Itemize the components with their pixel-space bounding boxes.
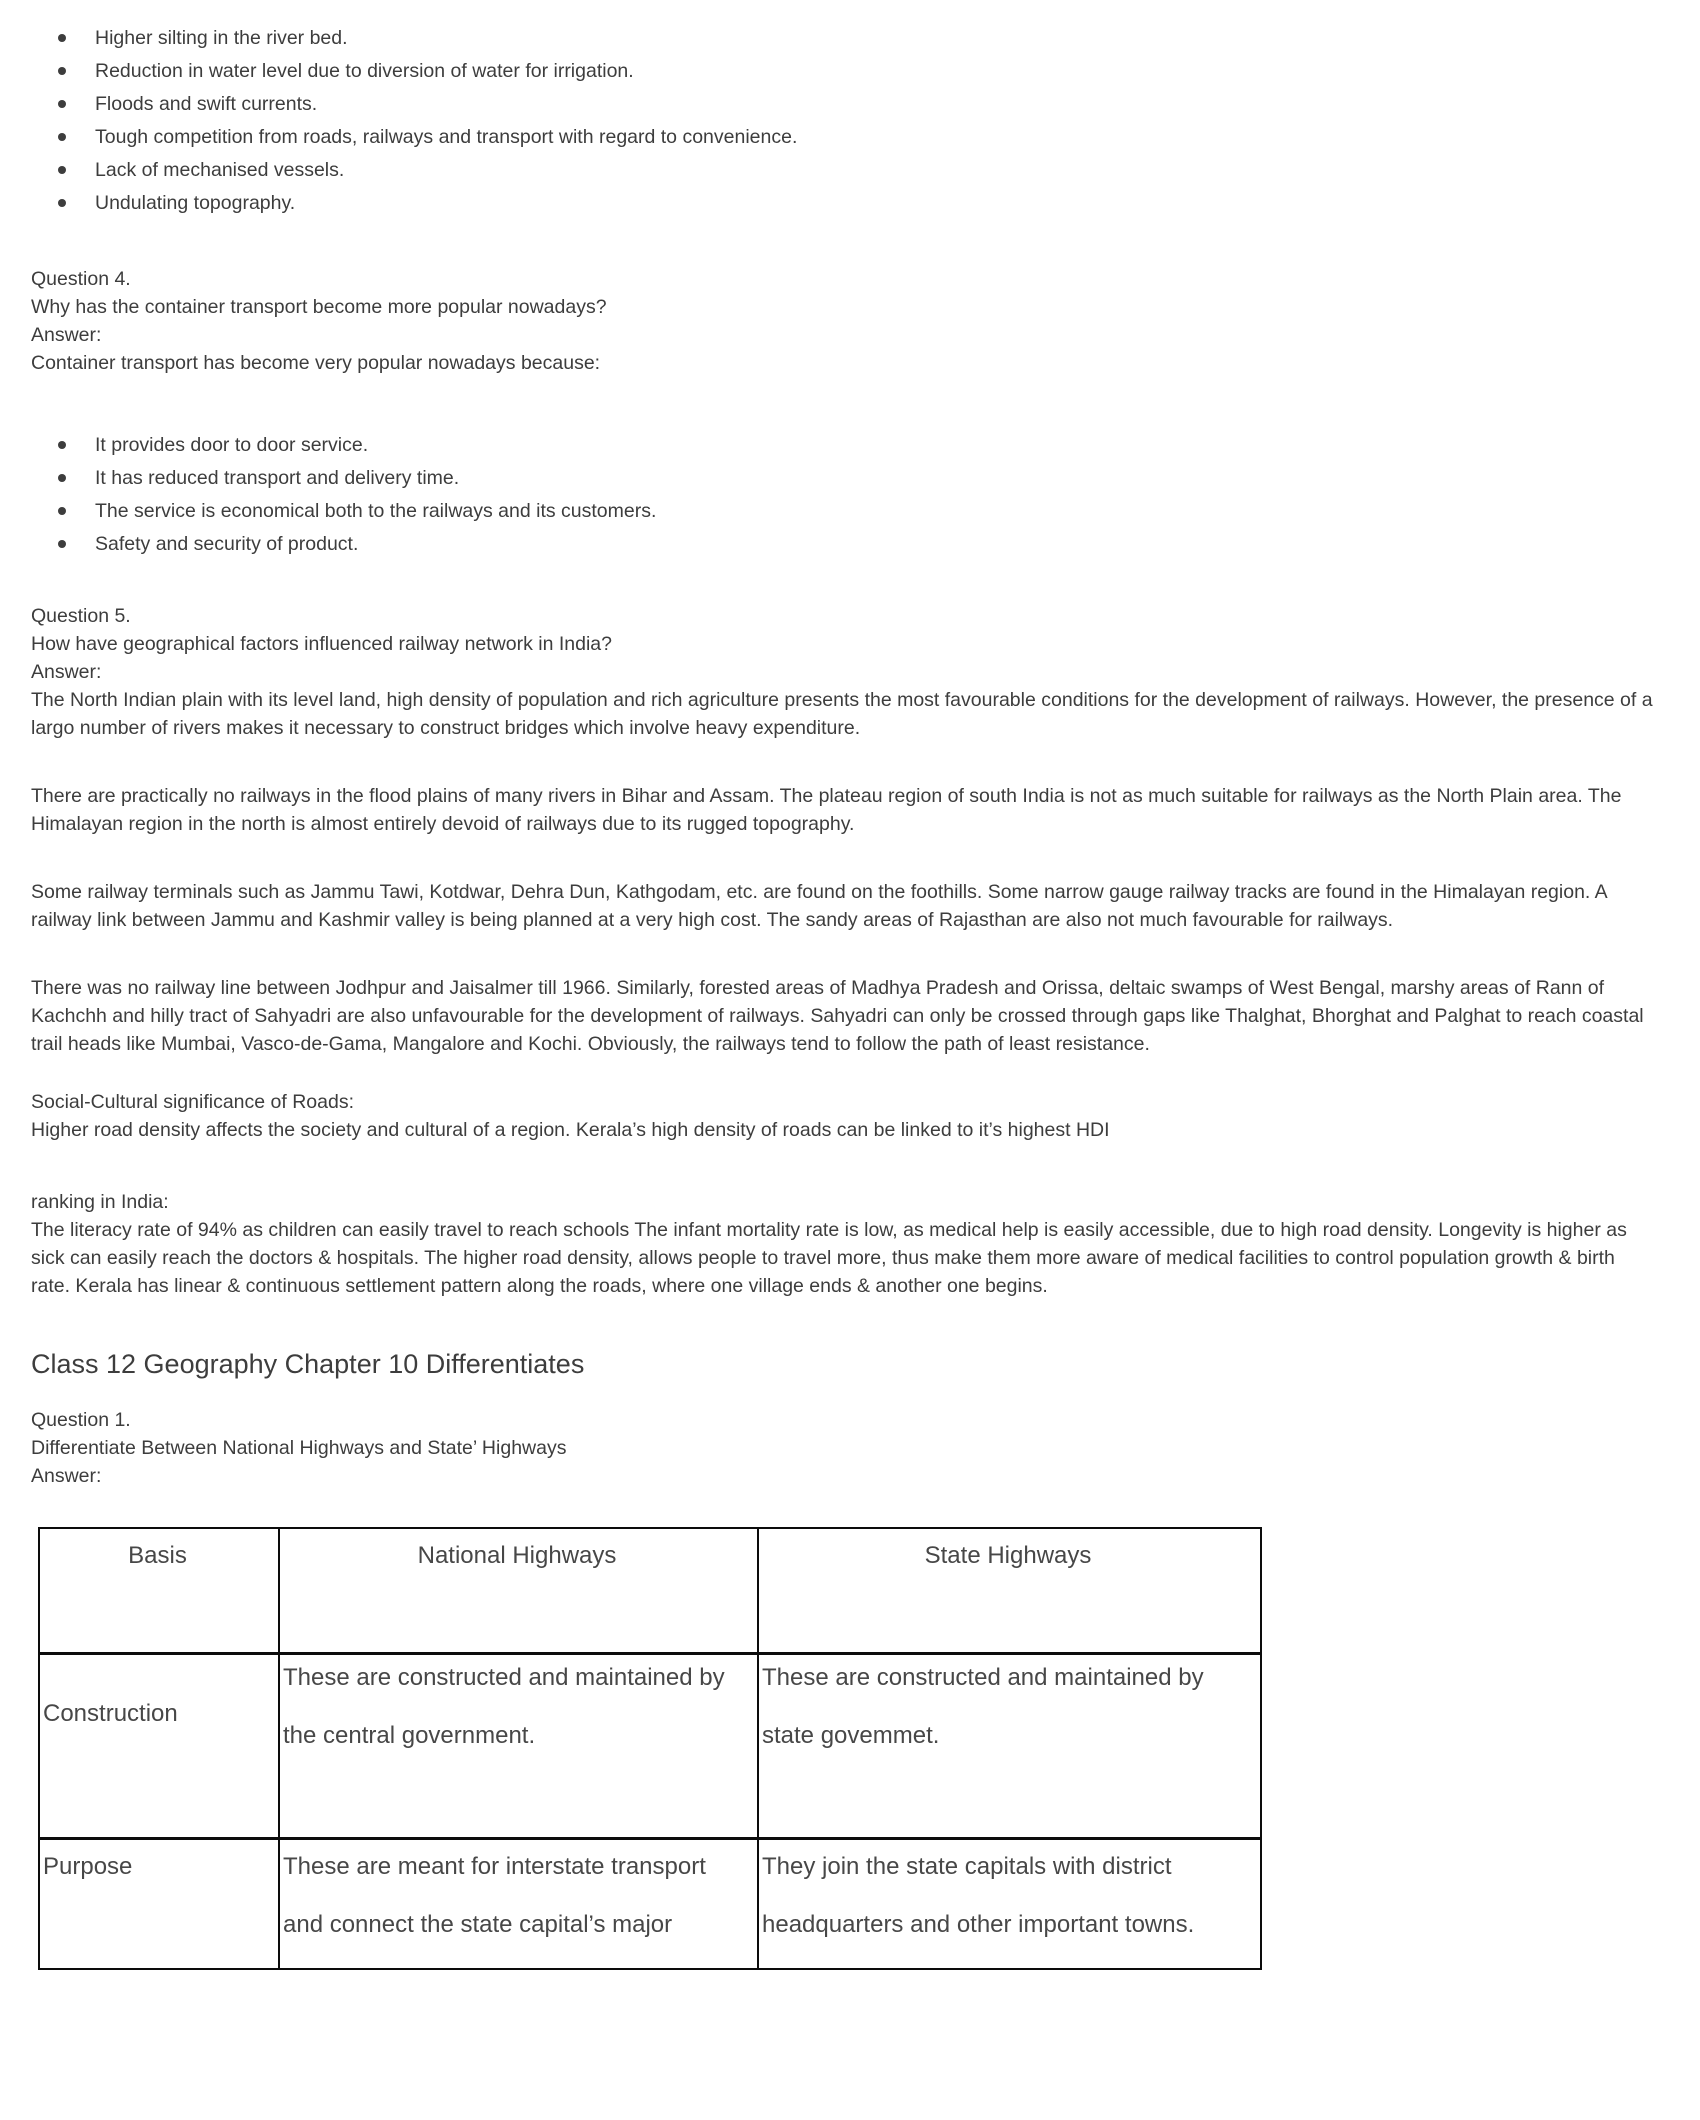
body-text: Higher road density affects the society and cultural of a region. Kerala’s high density of roads can be linked to it’s highest HDI [31,1119,1110,1141]
table-cell-basis: Purpose [39,1838,279,1969]
answer-paragraph: There was no railway line between Jodhpur and Jaisalmer till 1966. Similarly, forested areas of Madhya Pradesh and Orissa, deltaic swamps of West Bengal, marshy areas of Rann of Kachchh and hilly tract of Sahyadri are also unfavourable for the development of railways. Sahyadri can only be crossed through gaps like Thalghat, Bhorghat and Palghat to reach coastal trail heads like Mumbai, Vasco-de-Gama, Mangalore and Kochi. Obviously, the railways tend to follow the path of least resistance. [31,977,1644,1055]
list-item: Safety and security of product. [95,530,1655,558]
list-item: Floods and swift currents. [95,90,1655,118]
waterways-problems-list [31,24,1655,217]
table-cell-state [758,1838,1261,1969]
cell-line: These are constructed and maintained by [283,1663,725,1691]
ranking-block [31,1188,1655,1300]
table-row [39,1838,1261,1969]
table-row [39,1653,1261,1838]
list-item: Tough competition from roads, railways and transport with regard to convenience. [95,123,1655,151]
subsection-heading: Social-Cultural significance of Roads: [31,1091,354,1113]
social-significance-block [31,1088,1655,1144]
list-item: Higher silting in the river bed. [95,24,1655,52]
answer-paragraph: There are practically no railways in the flood plains of many rivers in Bihar and Assam. The plateau region of south India is not as much suitable for railways as the North Plain area. The Himalayan region in the north is almost entirely devoid of railways due to its rugged topography. [31,785,1622,835]
cell-line: These are meant for interstate transport [283,1852,706,1880]
answer-paragraph: Some railway terminals such as Jammu Tawi, Kotdwar, Dehra Dun, Kathgodam, etc. are found on the foothills. Some narrow gauge railway tracks are found in the Himalayan region. A railway link between Jammu and Kashmir valley is being planned at a very high cost. The sandy areas of Rajasthan are also not much favourable for railways. [31,881,1607,931]
cell-line: They join the state capitals with district [762,1852,1172,1880]
answer-label: Answer: [31,1465,102,1487]
question-4-block [31,265,1655,377]
table-header-row [39,1528,1261,1653]
question-5-block [31,602,1655,742]
answer-paragraph: The North Indian plain with its level land, high density of population and rich agriculture presents the most favourable conditions for the development of railways. However, the presence of a largo number of rivers makes it necessary to construct bridges which involve heavy expenditure. [31,689,1653,739]
column-header-national-highways: National Highways [279,1528,758,1653]
question-text: Differentiate Between National Highways and State’ Highways [31,1437,567,1459]
cell-line: These are constructed and maintained by [762,1663,1204,1691]
answer-intro: Container transport has become very popular nowadays because: [31,352,601,374]
question-1-block [31,1406,1655,1490]
list-item: Reduction in water level due to diversion of water for irrigation. [95,57,1655,85]
answer-label: Answer: [31,661,102,683]
list-item: It provides door to door service. [95,431,1655,459]
container-transport-benefits-list [31,431,1655,558]
table-cell-national [279,1653,758,1838]
column-header-state-highways: State Highways [758,1528,1261,1653]
list-item: Undulating topography. [95,189,1655,217]
cell-line: headquarters and other important towns. [762,1910,1195,1938]
cell-line: and connect the state capital’s major [283,1910,673,1938]
table-cell-basis: Construction [39,1653,279,1838]
list-item: The service is economical both to the railways and its customers. [95,497,1655,525]
question-label: Question 4. [31,268,131,290]
cell-line: the central government. [283,1721,536,1749]
question-text: How have geographical factors influenced railway network in India? [31,633,612,655]
page-section-heading: Class 12 Geography Chapter 10 Differentiates [31,1349,585,1379]
table-cell-state [758,1653,1261,1838]
question-label: Question 5. [31,605,131,627]
list-item: It has reduced transport and delivery time. [95,464,1655,492]
body-text: The literacy rate of 94% as children can easily travel to reach schools The infant mortality rate is low, as medical help is easily accessible, due to high road density. Longevity is higher as sick can easily reach the doctors & hospitals. The higher road density, allows people to travel more, thus make them more aware of medical facilities to control population growth & birth rate. Kerala has linear & continuous settlement pattern along the roads, where one village ends & another one begins. [31,1219,1627,1297]
question-label: Question 1. [31,1409,131,1431]
highways-differences-table [38,1527,1262,1970]
table-cell-national [279,1838,758,1969]
cell-line: state govemmet. [762,1721,940,1749]
answer-label: Answer: [31,324,102,346]
list-item: Lack of mechanised vessels. [95,156,1655,184]
column-header-basis: Basis [39,1528,279,1653]
subsection-heading: ranking in India: [31,1191,169,1213]
question-text: Why has the container transport become more popular nowadays? [31,296,607,318]
